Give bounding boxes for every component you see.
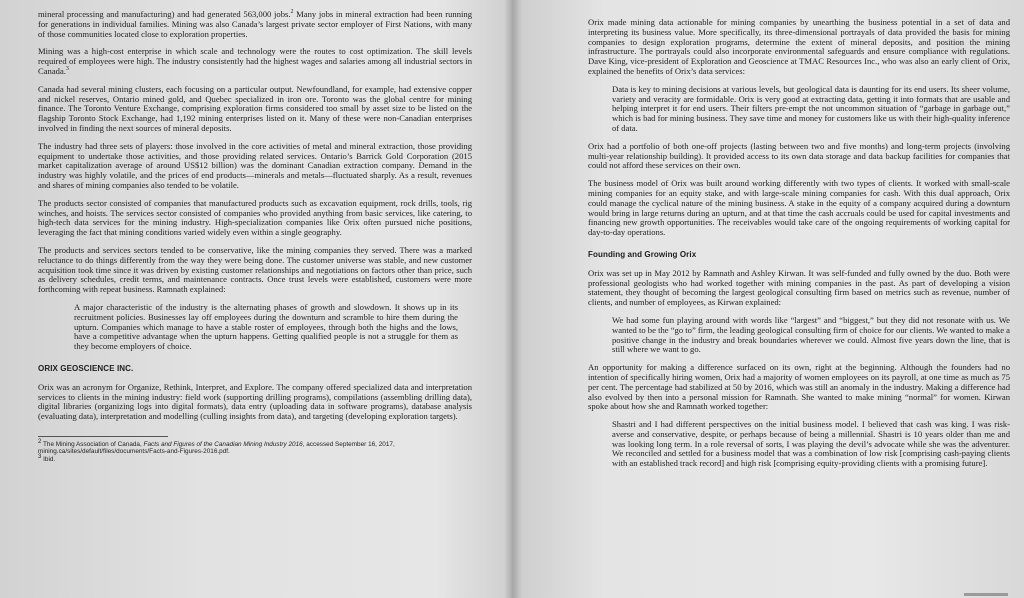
paragraph: Orix had a portfolio of both one-off projects (lasting between two and five months) and long-term projects (involving multi-year relationship building). It provided access to its own data storage and data backup facilities for companies that could not afford these services on their own. — [588, 140, 1010, 171]
paragraph: Canada had several mining clusters, each focusing on a particular output. Newfoundland, for example, had extensive copper and nickel reserves, Ontario mined gold, and Quebec specialized in iron ore. Toronto was the global centre for mining finance. The Toronto Venture Exchange, comprising exploration firms considered too small by asset size to be listed on the flagship Toronto Stock Exchange, had 1,192 mining enterprises listed on it. Many of these were non-Canadian enterprises involved in finding the next sources of mineral deposits. — [38, 83, 472, 133]
paragraph: Orix was an acronym for Organize, Rethink, Interpret, and Explore. The company offered specialized data and interpretation services to clients in the mining industry: field work (supporting drilling programs), compilations (assembling drilling data), digital libraries (organizing logs into digital formats), data entry (uploading data in software programs), database analysis (evaluating data), interpretation and modelling (culling insights from data), and targeting (developing exploration targets). — [38, 381, 472, 422]
footnote-divider — [38, 436, 168, 437]
paragraph: The products and services sectors tended to be conservative, like the mining companies they served. There was a marked reluctance to do things differently from the way they were being done. The customer universe was stable, and new customer acquisition took time since it was driven by existing customer relationships and negotiations on factors other than price, such as delivery schedules, credit terms, and maintenance contracts. Once trust levels were established, customers were more forthcoming with repeat business. Ramnath explained: — [38, 244, 472, 295]
paragraph: The products sector consisted of companies that manufactured products such as excavation equipment, rock drills, tools, rig winches, and hoists. The services sector consisted of companies who provided anything from basic services, like catering, to high-tech data services for the mining industry. High-specialization companies like Orix often pursued niche positions, leveraging the fact that mining conditions varied widely even within a single geography. — [38, 197, 472, 238]
paragraph: Mining was a high-cost enterprise in which scale and technology were the routes to cost optimization. The skill levels required of employees were high. The industry consistently had the highest wages and salaries among all industrial sectors in Canada.$^3$ — [38, 46, 472, 76]
paragraph: An opportunity for making a difference surfaced on its own, right at the beginning. Although the founders had no intention of specifically hiring women, Orix had a majority of women employees on its payroll, at one time as much as 75 per cent. The percentage had stabilized at 50 by 2016, which was still an anomaly in the industry. Making a difference had also evolved by then into a personal mission for Ramnath. She wanted to make mining “normal” for women. Kirwan spoke about how she and Ramnath worked together: — [588, 362, 1010, 412]
section-heading: ORIX GEOSCIENCE INC. — [38, 363, 134, 373]
footnote-ref: 3 — [65, 66, 69, 73]
footnote: $^3$ Ibid. — [38, 453, 56, 464]
section-heading: Founding and Growing Orix — [588, 249, 697, 259]
paragraph: Orix was set up in May 2012 by Ramnath and Ashley Kirwan. It was self-funded and fully owned by the duo. Both were professional geologists who had worked together with mining companies in the past. As part of developing a vision statement, they thought of becoming the largest geological consulting firm based on metrics such as revenue, number of clients, and number of employees, as Kirwan explained: — [588, 267, 1010, 308]
block-quote: A major characteristic of the industry is the alternating phases of growth and slowdown. It shows up in its recruitment policies. Businesses lay off employees during the downturn and scramble to hire them during the upturn. Companies which manage to have a stable roster of employees, through both the highs and the lows, have a competitive advantage when the upturn happens. Getting qualified people is not a struggle for them as they become employers of choice. — [74, 301, 458, 352]
book-gutter-shadow — [504, 0, 522, 598]
footnote-ref: 2 — [290, 9, 294, 16]
block-quote: Data is key to mining decisions at various levels, but geological data is daunting for its end users. Its sheer volume, variety and veracity are formidable. Orix is very good at extracting data, getting it into formats that are usable and helping interpret it for end users. Their filters pre-empt the not uncommon situation of “garbage in garbage out,” which is bad for mining business. They save time and money for customers like us with their high-quality inference of data. — [612, 83, 1010, 133]
page-number-smudge — [964, 593, 1008, 596]
paragraph: The business model of Orix was built around working differently with two types of clients. It worked with small-scale mining companies for an equity stake, and with large-scale mining companies for cash. With this dual approach, Orix could manage the cyclical nature of the mining business. A stake in the equity of a company acquired during a downturn would bring in large returns during an upturn, and at that time the cash accruals could be used for capital investments and financing new growth opportunities. The receivables would take care of the ongoing requirements of working capital for day-to-day operations. — [588, 178, 1010, 238]
paragraph: The industry had three sets of players: those involved in the core activities of metal and mineral extraction, those providing equipment to undertake those activities, and those providing related services. Ontario’s Barrick Gold Corporation (2015 market capitalization average of around US$12 billion) was the dominant Canadian extraction company. Demand in the industry was highly volatile, and the prices of end products—minerals and metals—fluctuated sharply. As a result, revenues and shares of mining companies also tended to be volatile. — [38, 140, 472, 190]
paragraph: mineral processing and manufacturing) and had generated 563,000 jobs.$^2$ Many jobs in mineral extraction had been running for generations in individual families. Mining was also Canada’s largest private sector employer of First Nations, with many of those communities located close to exploration properties. — [38, 9, 472, 39]
paragraph: Orix made mining data actionable for mining companies by unearthing the business potential in a set of data and interpreting its business value. More specifically, its three-dimensional portrayals of data provided the basis for mining companies to design exploration programs, determine the extent of mineral deposits, and position the mining infrastructure. The portrayals could also incorporate environmental safeguards and ensure compliance with regulations. Dave King, vice-president of Exploration and Geoscience at TMAC Resources Inc., who was also an early client of Orix, explained the benefits of Orix’s data services: — [588, 17, 1010, 76]
block-quote: We had some fun playing around with words like “largest” and “biggest,” but they did not resonate with us. We wanted to be the “go to” firm, the leading geological consulting firm of choice for our clients. We wanted to make a positive change in the industry and break boundaries wherever we could. Almost five years down the line, that is still where we want to go. — [612, 314, 1010, 355]
block-quote: Shastri and I had different perspectives on the initial business model. I believed that cash was king. I was risk-averse and conservative, despite, or perhaps because of being a millennial. Shastri is 10 years older than me and was looking long term. In a role reversal of sorts, I was playing the devil’s advocate while she was the adventurer. We reconciled and settled for a business model that was a combination of low risk [comprising cash-paying clients with an established track record] and high risk [comprising equity-providing clients with a promising future]. — [612, 419, 1010, 469]
right-page — [512, 0, 1024, 598]
footnote: $^2$ The Mining Association of Canada, Facts and Figures of the Canadian Mining Industry 2016, accessed September 16, 2017, mining.ca/sites/default/files/documents/Facts-and-Figures-2016.pdf. — [38, 438, 395, 456]
